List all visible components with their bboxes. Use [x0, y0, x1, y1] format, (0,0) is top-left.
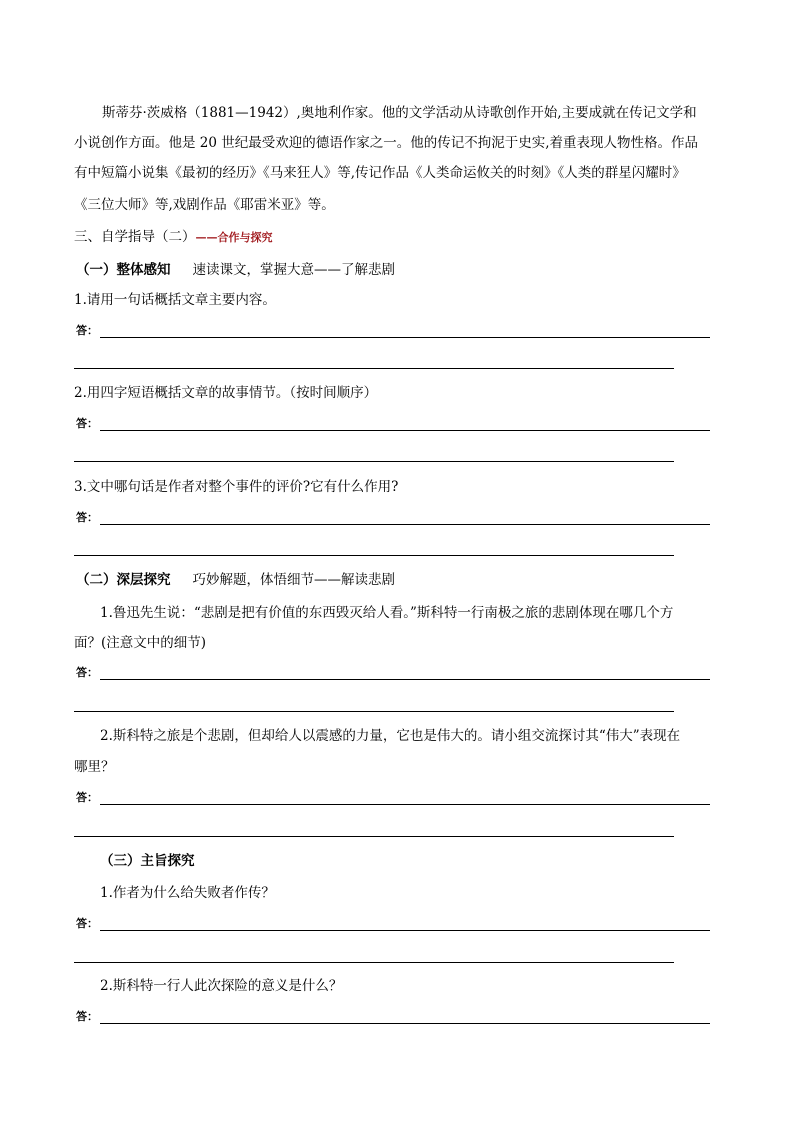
part1-heading — [76, 261, 395, 279]
answer-line[interactable] — [74, 555, 674, 556]
part1-question-2: 2.用四字短语概括文章的故事情节。（按时间顺序） — [74, 385, 378, 401]
part2-heading — [76, 571, 395, 589]
answer-label: 答： — [76, 1010, 98, 1023]
answer-line[interactable] — [74, 711, 674, 712]
section-subtitle: ——合作与探究 — [195, 231, 273, 244]
part2-question-2-line-1: 2.斯科特之旅是个悲剧，但却给人以震感的力量，它也是伟大的。请小组交流探讨其“伟大”表现在 — [100, 728, 681, 744]
part1-desc: 速读课文，掌握大意——了解悲剧 — [192, 262, 395, 278]
part2-question-1-line-2: 面？(注意文中的细节) — [74, 635, 207, 651]
answer-line[interactable] — [100, 804, 710, 805]
part2-desc: 巧妙解题，体悟细节——解读悲剧 — [192, 572, 395, 588]
answer-line[interactable] — [74, 836, 674, 837]
answer-line[interactable] — [100, 430, 710, 431]
answer-label: 答： — [76, 511, 98, 524]
part2-question-2-line-2: 哪里？ — [74, 759, 115, 775]
part1-label: （一）整体感知 — [76, 262, 171, 278]
answer-line[interactable] — [100, 337, 710, 338]
answer-label: 答： — [76, 917, 98, 930]
answer-line[interactable] — [100, 1023, 710, 1024]
part3-question-1: 1.作者为什么给失败者作传？ — [100, 885, 275, 901]
part1-question-1: 1.请用一句话概括文章主要内容。 — [74, 292, 276, 308]
bio-line-2: 小说创作方面。他是 20 世纪最受欢迎的德语作家之一。他的传记不拘泥于史实,着重表现人物性格。作品 — [74, 135, 699, 151]
answer-label: 答： — [76, 666, 98, 679]
section-heading — [74, 228, 273, 247]
part2-question-1-line-1: 1.鲁迅先生说：“悲剧是把有价值的东西毁灭给人看。”斯科特一行南极之旅的悲剧体现在哪几个方 — [100, 605, 674, 621]
answer-label: 答： — [76, 791, 98, 804]
bio-line-3: 有中短篇小说集《最初的经历》《马来狂人》等,传记作品《人类命运攸关的时刻》《人类的群星闪耀时》 — [74, 165, 686, 181]
part3-question-2: 2.斯科特一行人此次探险的意义是什么？ — [100, 978, 343, 994]
answer-line[interactable] — [74, 368, 674, 369]
answer-line[interactable] — [74, 962, 674, 963]
answer-label: 答： — [76, 324, 98, 337]
bio-line-1: 斯蒂芬·茨威格（1881—1942）,奥地利作家。他的文学活动从诗歌创作开始,主要成就在传记文学和 — [102, 105, 697, 121]
part1-question-3: 3.文中哪句话是作者对整个事件的评价?它有什么作用? — [74, 479, 399, 495]
answer-line[interactable] — [100, 930, 710, 931]
answer-line[interactable] — [74, 461, 674, 462]
answer-line[interactable] — [100, 524, 710, 525]
part3-label: （三）主旨探究 — [100, 853, 195, 869]
bio-line-4: 《三位大师》等,戏剧作品《耶雷米亚》等。 — [74, 197, 335, 213]
section-title: 三、自学指导（二） — [74, 229, 196, 245]
answer-line[interactable] — [100, 679, 710, 680]
part2-label: （二）深层探究 — [76, 572, 171, 588]
answer-label: 答： — [76, 417, 98, 430]
